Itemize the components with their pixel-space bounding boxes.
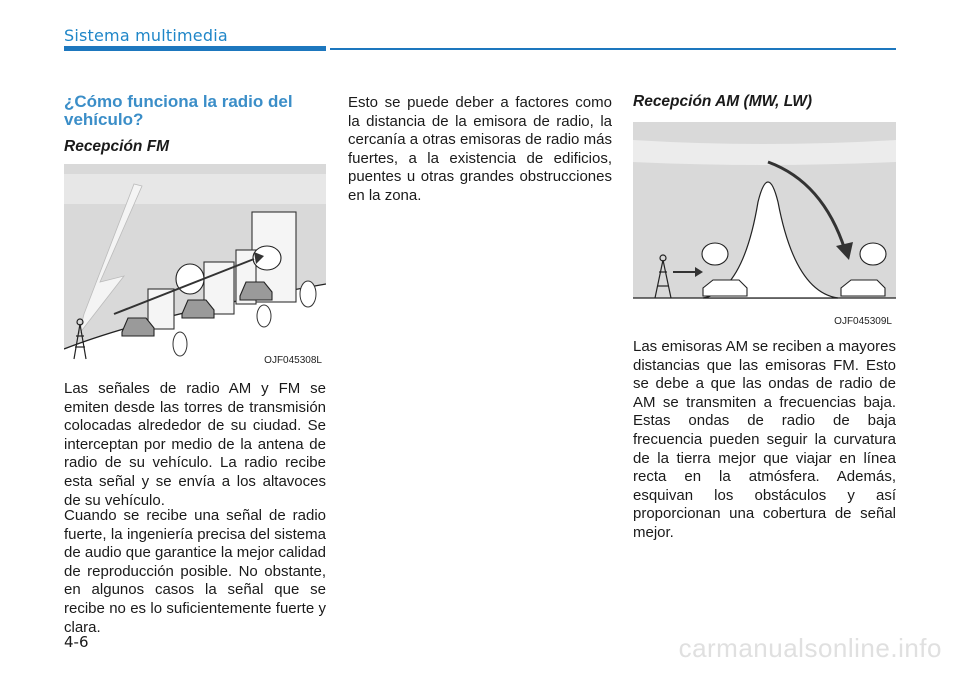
fm-illustration [64,164,326,368]
header-rule-thin [330,48,896,50]
am-figure [633,122,896,329]
watermark: carmanualsonline.info [678,633,942,663]
fm-paragraph-1: Las señales de radio AM y FM se emiten desde las torres de transmisión colocadas alrededor de su ciudad. Se interceptan por medio de la antena de radio de su vehículo. La radio recibe esta señal y se envía a los altavoces de su vehículo. [64,380,326,509]
fm-figure [64,164,326,368]
header-rule-thick [64,46,326,51]
page-number: 4-6 [64,633,89,651]
am-illustration [633,122,896,329]
fm-title: Recepción FM [64,138,170,155]
fm-paragraph-3: Esto se puede deber a factores como la distancia de la emisora de radio, la cercanía a otras emisoras de radio más fuertes, a la existencia de edificios, puentes u otras grandes obstrucciones en la zona. [348,94,612,204]
header-section-title: Sistema multimedia [64,26,228,45]
am-title: Recepción AM (MW, LW) [633,93,813,110]
fm-paragraph-2: Cuando se recibe una señal de radio fuerte, la ingeniería precisa del sistema de audio que garantice la mejor calidad de reproducción posible. No obstante, en algunos casos la señal que se recibe no es lo suficientemente fuerte y clara. [64,507,326,636]
am-paragraph-1: Las emisoras AM se reciben a mayores distancias que las emisoras FM. Esto se debe a que las ondas de radio de AM se transmiten a frecuencias baja. Estas ondas de radio de baja frecuencia pueden seguir la curvatura de la tierra mejor que viajar en línea recta en la atmósfera. Además, esquivan los obstáculos y así proporcionan una cobertura de señal mejor. [633,338,896,541]
fm-figure-code: OJF045308L [264,355,322,366]
am-figure-code: OJF045309L [834,316,892,327]
main-heading: ¿Cómo funciona la radio del vehículo? [64,92,293,129]
